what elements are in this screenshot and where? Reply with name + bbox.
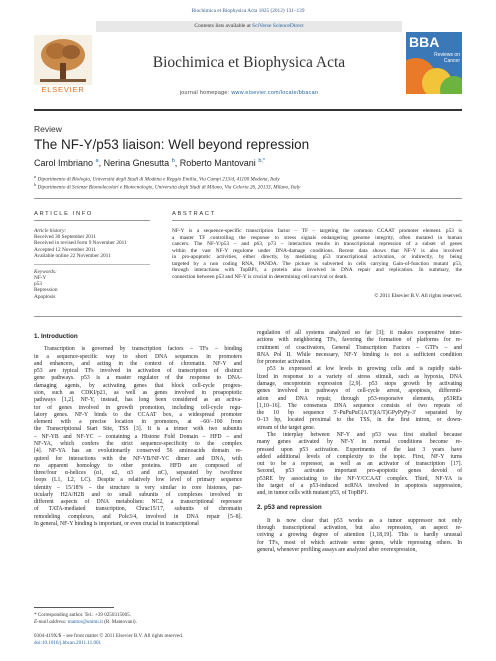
affiliation-mark: a	[34, 174, 37, 179]
email-line	[34, 619, 137, 626]
author-name[interactable]: Nerina Gnesutta	[103, 158, 170, 168]
text-line: Transcription is governed by transcription factors – TFs – binding	[44, 346, 242, 353]
text-line: and, in tumor cells with mutant p53, of TopBP1.	[257, 490, 369, 497]
text-line: The interplay between NF-Y and p53 was first studied because	[267, 431, 462, 438]
text-line: the Transcriptional Start Site, TSS [3]. It is a trimer with two subunits	[34, 426, 242, 433]
text-line: p53RE by associating to the NF-Y/CCAAT complex. Third, NF-YA is	[257, 475, 462, 482]
text-line: the 10 bp sequence 5′-PuPuPuC(A/T)(A/T)GPyPyPy-3′ separated by	[257, 410, 462, 417]
text-line: through interactions with TopBP1, a protein also involved in DNA repair and replication. In summary, the	[172, 267, 462, 274]
author-list: Carol Imbriano $^a$, Nerina Gnesutta $^b$, Roberto Mantovani $^{b,*}$	[34, 158, 266, 168]
text-line: In general, NF-Y binding is important, or even crucial in transcriptional	[34, 521, 199, 528]
info-divider	[34, 264, 150, 265]
section-divider	[172, 220, 462, 221]
text-line: ation and DNA repair, through p53-responsive elements, p53REs	[257, 395, 462, 402]
text-line: – NF-YB and NF-YC – containing a Histone Fold Domain – HFD – and	[34, 433, 242, 440]
text-line: NF-Y is a sequence-specific transcription factor – TF – targeting the common CCAAT promoter element. p53 is	[172, 228, 462, 234]
text-line: gene pathways. p53 is a master regulator of the response to DNA-	[34, 375, 242, 382]
author-name[interactable]: Carol Imbriano	[34, 158, 94, 168]
journal-header	[34, 21, 462, 105]
text-line: p53 are typical TFs involved in activation of transcription of distinct	[34, 368, 242, 375]
text-line: Second, p53 activates important pro-apoptotic genes devoid of	[257, 468, 462, 475]
journal-cover	[406, 32, 462, 94]
abstract-copyright: © 2011 Elsevier B.V. All rights reserved.	[374, 293, 462, 299]
text-line: cancers. The NF-Y/p53 – and p63, p73 – interaction results in transcriptional repression of a subset of genes	[172, 241, 462, 248]
text-line: RNA Pol II. While necessary, NF-Y binding is not a sufficient condition	[257, 351, 462, 358]
journal-url-link[interactable]: www.elsevier.com/locate/bbacan	[231, 90, 319, 96]
affiliation-text: Dipartimento di Biologia, Università degli Studi di Modena e Reggio Emilia, Via Campi 213/d, 41100 Modena, Italy	[37, 176, 280, 183]
doi-link[interactable]: doi:10.1016/j.bbcan.2011.11.001	[34, 639, 102, 646]
text-line: no apparent homology to other proteins. HFD are composed of	[34, 462, 242, 469]
text-line: p53 is expressed at low levels in growing cells and is rapidly stabi-	[267, 366, 462, 373]
text-line: genes involved in pathways of cell-cycle arrest, apoptosis, differenti-	[257, 388, 462, 395]
text-line: element with a precise location in promoters, at −60/−100 from	[34, 419, 242, 426]
text-line: pressed upon p53 activation. Experiments of the last 3 years have	[257, 446, 462, 453]
text-line: a master TF controlling the response to stress signals endangering genome integrity, often mutated in human	[172, 234, 462, 241]
author-name[interactable]: Roberto Mantovani	[179, 158, 256, 168]
email-link[interactable]: mantor@unimi.it	[67, 618, 103, 625]
article-title: The NF-Y/p53 liaison: Well beyond repression	[34, 137, 310, 152]
section-heading: 2. p53 and repression	[257, 504, 322, 512]
keywords-label: Keywords:	[34, 268, 57, 275]
text-line: the target of a p53-induced ncRNA involved in apoptosis suppression,	[257, 482, 462, 489]
history-label: Article history:	[34, 228, 67, 234]
text-line: many genes activated by NF-Y in normal conditions become re-	[257, 439, 462, 446]
text-line: within the vast NF-Y regulome under DNA-damage conditions. Recent data shows that NF-Y is also involved	[172, 247, 462, 254]
email-label: E-mail address:	[34, 618, 68, 625]
keyword: Repression	[34, 287, 58, 294]
journal-url-prefix: journal homepage:	[179, 90, 232, 96]
article-type: Review	[34, 124, 62, 134]
contents-bar	[96, 21, 402, 32]
history-item: Received 30 September 2011	[34, 234, 97, 240]
journal-title: Biochimica et Biophysica Acta	[152, 54, 346, 71]
keyword: Apoptosis	[34, 293, 56, 300]
cover-subtitle: Reviews on Cancer	[434, 52, 460, 64]
text-line: targeted by a non coding RNA, PANDA. The picture is subverted in cells carrying Gain-of-function mutant p53,	[172, 260, 462, 267]
text-line: of TATA-mediated transcription, Chrac15/17, subunits of chromatin	[34, 506, 242, 513]
issn-block	[34, 633, 183, 646]
abstract-heading: ABSTRACT	[172, 211, 216, 217]
text-line: in a sequence-specific way to short DNA sequences in promoters	[34, 353, 242, 360]
text-line: lized in response to a variety of stress stimuli, such as hypoxia, DNA	[257, 373, 462, 380]
author-affil-mark[interactable]: a	[95, 158, 99, 164]
keyword: NF-Y	[34, 274, 47, 281]
elsevier-tree-icon	[34, 35, 92, 85]
text-line: tor of genes involved in growth promotion, including cell-cycle regu-	[34, 404, 242, 411]
keyword: p53	[34, 281, 42, 288]
footnote	[34, 612, 137, 625]
text-line: NF-YA, which confers the strict sequence-specificity to the complex	[34, 440, 242, 447]
text-line: through transcriptional activation, but also repression, an aspect re-	[257, 525, 462, 532]
text-line: cruitment of coactivators, General Transcription Factors – GTFs – and	[257, 344, 462, 351]
journal-homepage	[96, 90, 402, 96]
text-line: [1,10–16]. The consensus DNA sequence consists of two repeats of	[257, 402, 462, 409]
text-line: damage, oncoprotein expression [2,9]. p53 stops growth by activating	[257, 380, 462, 387]
body-right-column	[257, 330, 462, 554]
running-header: Biochimica et Biophysica Acta 1825 (2012) 131–139	[191, 8, 305, 14]
section-divider	[34, 316, 462, 317]
history-item: Available online 22 November 2011	[34, 253, 111, 260]
text-line: for TFs, most of which activate some genes, while repressing others. In	[257, 539, 462, 546]
text-line: different aspects of DNA metabolism: NC2, a transcriptional repressor	[34, 499, 242, 506]
body-left-column	[34, 333, 242, 528]
issn-line: 0304-419X/$ – see front matter © 2011 Elsevier B.V. All rights reserved.	[34, 633, 184, 639]
article-info	[34, 228, 150, 300]
affiliation-mark: b	[34, 182, 37, 187]
text-line: ticularly H2A/H2B and to small subunits of complexes involved in	[34, 491, 242, 498]
contents-prefix: Contents lists available at	[194, 23, 253, 29]
text-line: added additional levels of complexity to the topic. First, NF-Y turns	[257, 453, 462, 460]
text-line: for promoter activation.	[257, 359, 312, 366]
text-line: pathways [1,2]. NF-Y, instead, has long been considered as an activa-	[34, 397, 242, 404]
affiliation	[34, 182, 300, 191]
text-line: general, whenever profiling assays are analyzed after overexpression,	[257, 546, 417, 553]
section-divider	[34, 198, 462, 199]
text-line: connection between p53 and NF-Y is crucial in determining cell survival or death.	[172, 273, 348, 280]
text-line: in pro-apoptotic activities, either directly, by mediating p53 transcriptional activation, or indirectly, by being	[172, 254, 462, 261]
text-line: remodeling complexes, and Pole3/4, involved in DNA repair [5–8].	[34, 513, 242, 520]
text-line: actions with neighboring TFs, favoring the formation of platforms for re-	[257, 337, 462, 344]
elsevier-wordmark: ELSEVIER	[41, 85, 85, 94]
text-line: identity – 15/18% – the structure is very similar to core histones, par-	[34, 484, 242, 491]
section-heading: 1. Introduction	[34, 333, 78, 340]
email-suffix: (R. Mantovani).	[102, 618, 137, 625]
article-info-heading: ARTICLE INFO	[34, 211, 94, 217]
text-line: stream of the target gene.	[257, 424, 316, 431]
text-line: sion, such as CDKI/p21, as well as genes involved in proapoptotic	[34, 389, 242, 396]
text-line: three/four α-helices (α1, α2, α3 and αC), separated by two/three	[34, 470, 242, 477]
history-item: Received in revised form 9 November 2011	[34, 240, 127, 247]
text-line: out to be a repressor, as well as an activator of transcription [17].	[257, 461, 462, 468]
history-item: Accepted 12 November 2011	[34, 246, 97, 253]
text-line: and enhancers, and acting in the context of chromatin. NF-Y and	[34, 360, 242, 367]
section-divider	[34, 220, 150, 221]
text-line: 0–13 bp, located proximal to the TSS, in the first intron, or down-	[257, 417, 462, 424]
author-affil-mark[interactable]: b	[171, 158, 175, 164]
sciencedirect-link[interactable]: SciVerse ScienceDirect	[252, 23, 304, 29]
footnote-divider	[34, 607, 114, 608]
text-line: quired for interactions with the NF-YB/NF-YC dimer and DNA, with	[34, 455, 242, 462]
author-affil-mark[interactable]: b,*	[258, 158, 266, 164]
text-line: ceiving a growing degree of attention [1,18,19]. This is hardly unusual	[257, 532, 462, 539]
corresponding-author: * Corresponding author. Tel.: +39 0250315005.	[34, 612, 131, 618]
text-line: damaging agents, by activating genes that block cell-cycle progres-	[34, 382, 242, 389]
text-line: loops (L1, L2, LC). Despite a relatively low level of primary sequence	[34, 477, 242, 484]
abstract-body	[172, 228, 462, 280]
text-line: [4]. NF-YA has an evolutionarily conserved 56 aminoacids domain re-	[34, 448, 242, 455]
header-divider	[34, 109, 462, 111]
cover-title: BBA	[409, 34, 440, 50]
text-line: regulation of all systems analyzed so far [3]; it makes cooperative inter-	[257, 330, 462, 336]
text-line: latory genes. NF-Y binds to the CCAAT box, a widespread promoter	[34, 411, 242, 418]
text-line: It is now clear that p53 works as a tumor suppressor not only	[267, 517, 462, 524]
affiliation-text: Dipartimento di Scienze Biomolecolari e Biotecnologie, Università degli Studi di Milano, Via Celoria 26, 20133, Milano, Italy	[37, 184, 301, 191]
